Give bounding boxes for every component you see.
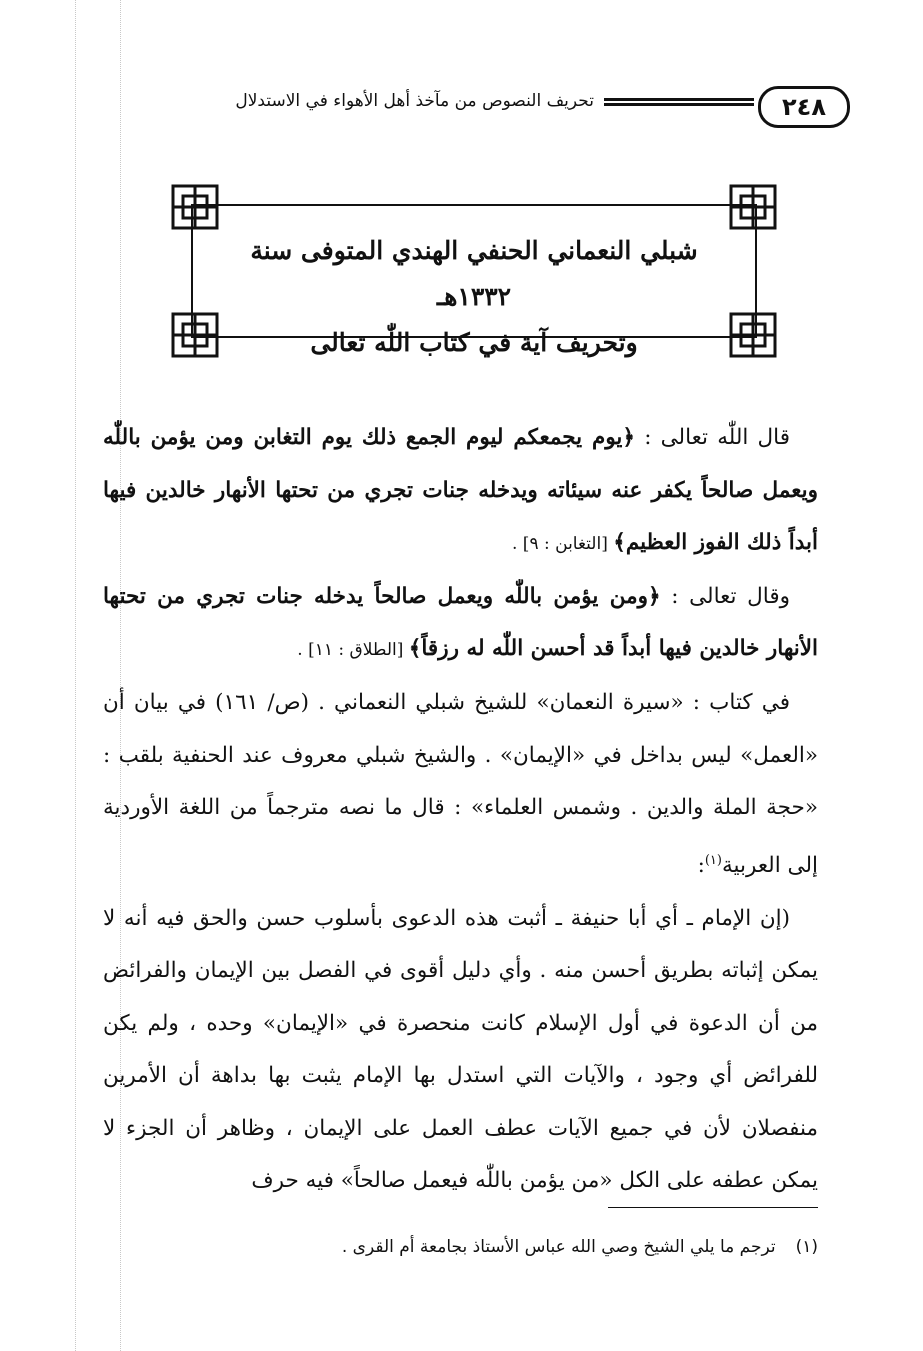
paragraph-1 (103, 412, 818, 571)
header-rule (604, 98, 754, 112)
verse-reference: [التغابن : ٩] . (512, 534, 614, 555)
footnote (103, 1237, 818, 1257)
paragraph-2 (103, 571, 818, 677)
ornament-corner-icon (167, 182, 223, 232)
verse-reference: [الطلاق : ١١] . (297, 640, 409, 661)
ornament-corner-icon (725, 182, 781, 232)
quran-verse: ﴿ومن يؤمن باللّٰه ويعمل صالحاً يدخله جنات تجري من تحتها الأنهار خالدين فيها أبداً قد أحسن اللّٰه له رزقاً﴾ (103, 583, 818, 662)
paragraph-3 (103, 677, 818, 893)
verse-intro: وقال تعالى : (660, 583, 790, 609)
footnote-number: (١) (795, 1237, 818, 1257)
paragraph-3-text: في كتاب : «سيرة النعمان» للشيخ شبلي النعماني . (ص/ ١٦١) في بيان أن «العمل» ليس بداخل في «الإيمان» . والشيخ شبلي معروف عند الحنفية بلقب : «حجة الملة والدين . وشمس العلماء» : قال ما نصه مترجماً من اللغة الأوردية إلى العربية (103, 689, 818, 878)
ornament-corner-icon (167, 310, 223, 360)
main-text (103, 412, 818, 1208)
chapter-title-line-2: وتحريف آية في كتاب اللّٰه تعالى (310, 328, 638, 357)
paragraph-4-text: (إن الإمام ـ أي أبا حنيفة ـ أثبت هذه الدعوى بأسلوب حسن والحق فيه أنه لا يمكن إثباته بطريق أحسن منه . وأي دليل أقوى في الفصل بين الإيمان والفرائض من أن الدعوة في أول الإسلام كانت منحصرة في «الإيمان» وحده ، ولم يكن للفرائض أي وجود ، والآيات التي استدل بها الإمام يثبت بها بداهة أن الأمرين منفصلان لأن في جميع الآيات عطف العمل على الإيمان ، وظاهر أن الجزء لا يمكن عطفه على الكل «من يؤمن باللّٰه فيعمل صالحاً» فيه حرف (103, 905, 818, 1194)
ornament-corner-icon (725, 310, 781, 360)
quran-verse: ﴿يوم يجمعكم ليوم الجمع ذلك يوم التغابن ومن يؤمن باللّٰه ويعمل صالحاً يكفر عنه سيئاته ويدخله جنات تجري من تحتها الأنهار خالدين فيها أبداً ذلك الفوز العظيم﴾ (103, 425, 818, 556)
footnote-marker: (١) (704, 852, 722, 868)
running-header (110, 86, 850, 126)
verse-intro: قال اللّٰه تعالى : (635, 425, 790, 450)
scan-guide-left (75, 0, 76, 1351)
paragraph-4 (103, 893, 818, 1209)
paragraph-3-end: : (697, 852, 705, 878)
footnote-separator (608, 1207, 818, 1208)
footnote-text: ترجم ما يلي الشيخ وصي الله عباس الأستاذ بجامعة أم القرى . (341, 1237, 776, 1257)
page-number: ٢٤٨ (758, 86, 850, 128)
chapter-title-box (167, 182, 781, 360)
chapter-title (225, 228, 723, 366)
chapter-title-line-1: شبلي النعماني الحنفي الهندي المتوفى سنة ١٣٣٢هـ (250, 236, 698, 311)
running-title: تحريف النصوص من مآخذ أهل الأهواء في الاستدلال (235, 91, 594, 111)
